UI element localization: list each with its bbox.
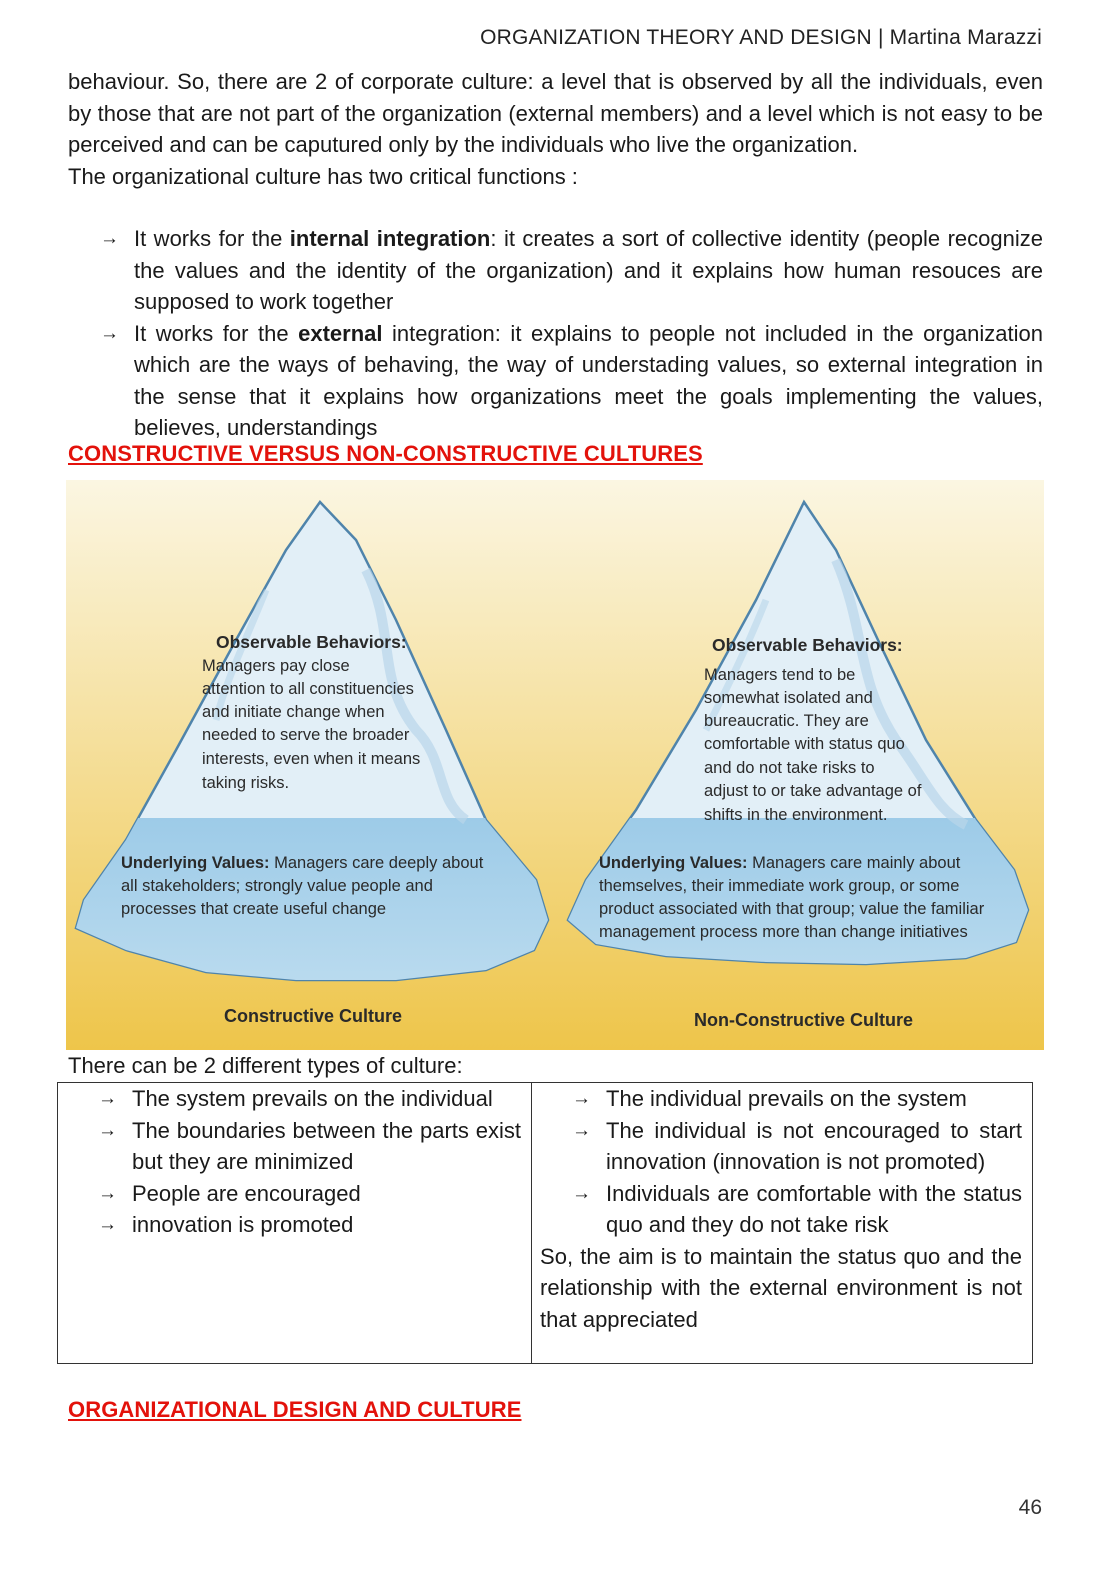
label-non-constructive-culture: Non-Constructive Culture — [694, 1010, 914, 1030]
section-heading: ORGANIZATIONAL DESIGN AND CULTURE — [68, 1397, 522, 1422]
label-constructive-culture: Constructive Culture — [224, 1006, 403, 1026]
arrow-icon: → — [572, 1182, 592, 1204]
non-constructive-column — [532, 1083, 1032, 1363]
right-observable-line: Managers tend to be — [704, 666, 856, 684]
right-observable-line: and do not take risks to — [704, 759, 875, 777]
right-observable-line: somewhat isolated and — [704, 689, 873, 707]
left-values-line: processes that create useful change — [121, 900, 387, 918]
constructive-column — [58, 1083, 532, 1363]
paragraph-critical-functions: The organizational culture has two critical functions : — [68, 163, 578, 189]
list-item: → The boundaries between the parts exist but they are minimized — [98, 1115, 521, 1178]
list-item: → Individuals are comfortable with the status quo and they do not take risk — [572, 1178, 1022, 1241]
paragraph-corporate-culture-levels: behaviour. So, there are 2 of corporate culture: a level that is observed by all the individuals, even by those that are not part of the organization (external members) and a level which is not easy to be perceived and can be caputured only by the individuals who live the organization. — [68, 69, 1043, 157]
arrow-icon: → — [100, 322, 119, 344]
left-observable-line: taking risks. — [202, 774, 290, 792]
functions-list — [100, 223, 1043, 444]
iceberg-figure — [66, 480, 1044, 1050]
intro-text — [68, 66, 1043, 192]
left-observable-line: needed to serve the broader — [202, 726, 410, 744]
right-observable-line: bureaucratic. They are — [704, 712, 869, 730]
arrow-icon: → — [100, 228, 119, 249]
list-item: → The individual prevails on the system — [572, 1083, 1022, 1115]
right-observable-line: shifts in the environment. — [704, 806, 888, 824]
left-values-line: Underlying Values: Managers care deeply about — [121, 854, 484, 872]
list-item: → It works for the internal integration: it creates a sort of collective identity (people recognize the values and the identity of the organization) and it explains how human resouces are supposed to work together — [100, 223, 1043, 318]
left-observable-title: Observable Behaviors: — [216, 632, 407, 652]
left-observable-line: attention to all constituencies — [202, 680, 414, 698]
arrow-icon: → — [572, 1088, 592, 1109]
right-values-line: Underlying Values: Managers care mainly about — [599, 854, 961, 872]
list-item: → innovation is promoted — [98, 1209, 521, 1241]
arrow-icon: → — [98, 1088, 117, 1109]
arrow-icon: → — [98, 1214, 117, 1235]
list-item: → It works for the external integration: it explains to people not included in the organization which are the ways of behaving, the way of understading values, so external integration in the sense that it explains how organizations meet the goals implementing the values, believes, understandings — [100, 318, 1043, 444]
right-observable-title: Observable Behaviors: — [712, 635, 903, 655]
arrow-icon: → — [98, 1182, 117, 1204]
right-values-line: management process more than change initiatives — [599, 923, 968, 941]
page-number: 46 — [1018, 1496, 1042, 1519]
culture-comparison-table — [57, 1082, 1033, 1364]
left-observable-line: interests, even when it means — [202, 750, 421, 768]
right-values-line: product associated with that group; value the familiar — [599, 900, 985, 918]
left-values-line: all stakeholders; strongly value people and — [121, 877, 433, 895]
section-heading: CONSTRUCTIVE VERSUS NON-CONSTRUCTIVE CULTURES — [68, 441, 703, 466]
right-observable-line: adjust to or take advantage of — [704, 782, 922, 800]
list-item: → People are encouraged — [98, 1178, 521, 1210]
culture-types-intro: There can be 2 different types of culture: — [68, 1053, 463, 1078]
arrow-icon: → — [572, 1119, 592, 1141]
page-header: ORGANIZATION THEORY AND DESIGN | Martina Marazzi — [480, 26, 1042, 49]
list-item: → The individual is not encouraged to start innovation (innovation is not promoted) — [572, 1115, 1022, 1178]
right-observable-line: comfortable with status quo — [704, 735, 905, 753]
bold-term: internal integration — [289, 226, 491, 251]
left-observable-line: and initiate change when — [202, 703, 385, 721]
list-item: → The system prevails on the individual — [98, 1083, 521, 1115]
column-note: So, the aim is to maintain the status quo and the relationship with the external environment is not that appreciated — [540, 1243, 1022, 1332]
bold-term: external — [298, 320, 383, 346]
right-values-line: themselves, their immediate work group, or some — [599, 877, 960, 895]
arrow-icon: → — [98, 1119, 117, 1141]
left-observable-line: Managers pay close — [202, 657, 350, 675]
